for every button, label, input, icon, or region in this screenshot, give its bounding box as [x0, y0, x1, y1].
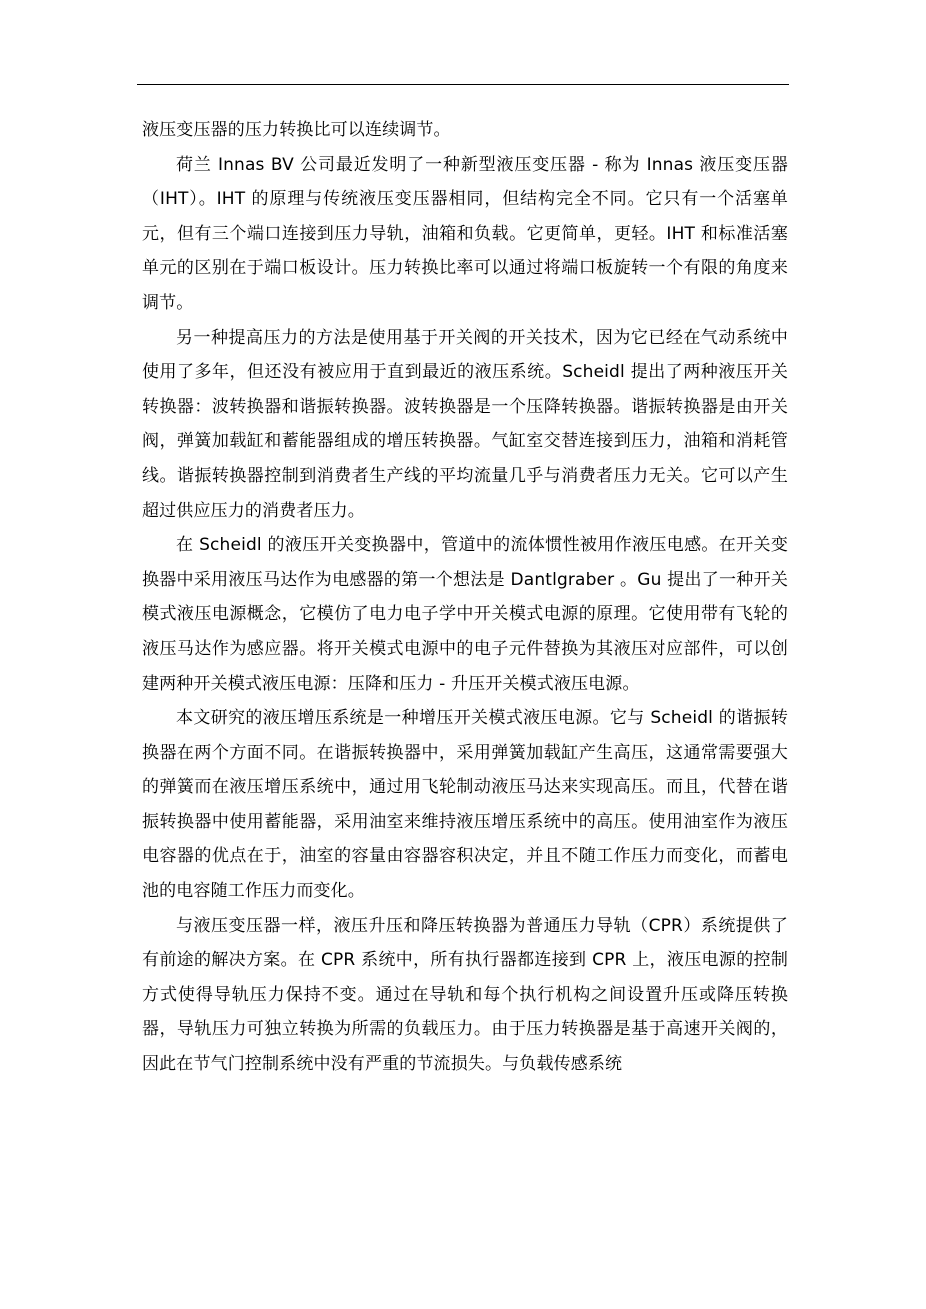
- paragraph-switching-technology: 另一种提高压力的方法是使用基于开关阀的开关技术，因为它已经在气动系统中使用了多年，但还没有被应用于直到最近的液压系统。Scheidl 提出了两种液压开关转换器：波转换器和谐振转换器。波转换器是一个压降转换器。谐振转换器是由开关阀，弹簧加载缸和蓄能器组成的增压转换器。气缸室交替连接到压力，油箱和消耗管线。谐振转换器控制到消费者生产线的平均流量几乎与消费者压力无关。它可以产生超过供应压力的消费者压力。: [142, 327, 788, 521]
- paragraph-switched-inductance: 在 Scheidl 的液压开关变换器中，管道中的流体惯性被用作液压电感。在开关变换器中采用液压马达作为电感器的第一个想法是 Dantlgraber 。Gu 提出了一种开关模式液压电源概念，它模仿了电力电子学中开关模式电源的原理。它使用带有飞轮的液压马达作为感应器。将开关模式电源中的电子元件替换为其液压对应部件，可以创建两种开关模式液压电源：压降和压力 - 升压开关模式液压电源。: [142, 535, 788, 694]
- header-rule: [137, 84, 789, 85]
- body-text: [142, 113, 788, 1082]
- paragraph-continuation: 液压变压器的压力转换比可以连续调节。: [142, 120, 451, 140]
- paragraph-cpr-system: 与液压变压器一样，液压升压和降压转换器为普通压力导轨（CPR）系统提供了有前途的解决方案。在 CPR 系统中，所有执行器都连接到 CPR 上，液压电源的控制方式使得导轨压力保持不变。通过在导轨和每个执行机构之间设置升压或降压转换器，导轨压力可独立转换为所需的负载压力。由于压力转换器是基于高速开关阀的，因此在节气门控制系统中没有严重的节流损失。与负载传感系统: [142, 915, 788, 1075]
- paragraph-boost-system: 本文研究的液压增压系统是一种增压开关模式液压电源。它与 Scheidl 的谐振转换器在两个方面不同。在谐振转换器中，采用弹簧加载缸产生高压，这通常需要强大的弹簧而在液压增压系统中，通过用飞轮制动液压马达来实现高压。而且，代替在谐振转换器中使用蓄能器，采用油室来维持液压增压系统中的高压。使用油室作为液压电容器的优点在于，油室的容量由容器容积决定，并且不随工作压力而变化，而蓄电池的电容随工作压力而变化。: [142, 708, 788, 902]
- paragraph-innas-transformer: 荷兰 Innas BV 公司最近发明了一种新型液压变压器 - 称为 Innas 液压变压器（IHT）。IHT 的原理与传统液压变压器相同，但结构完全不同。它只有一个活塞单元，但有三个端口连接到压力导轨，油箱和负载。它更简单，更轻。IHT 和标准活塞单元的区别在于端口板设计。压力转换比率可以通过将端口板旋转一个有限的角度来调节。: [142, 154, 788, 313]
